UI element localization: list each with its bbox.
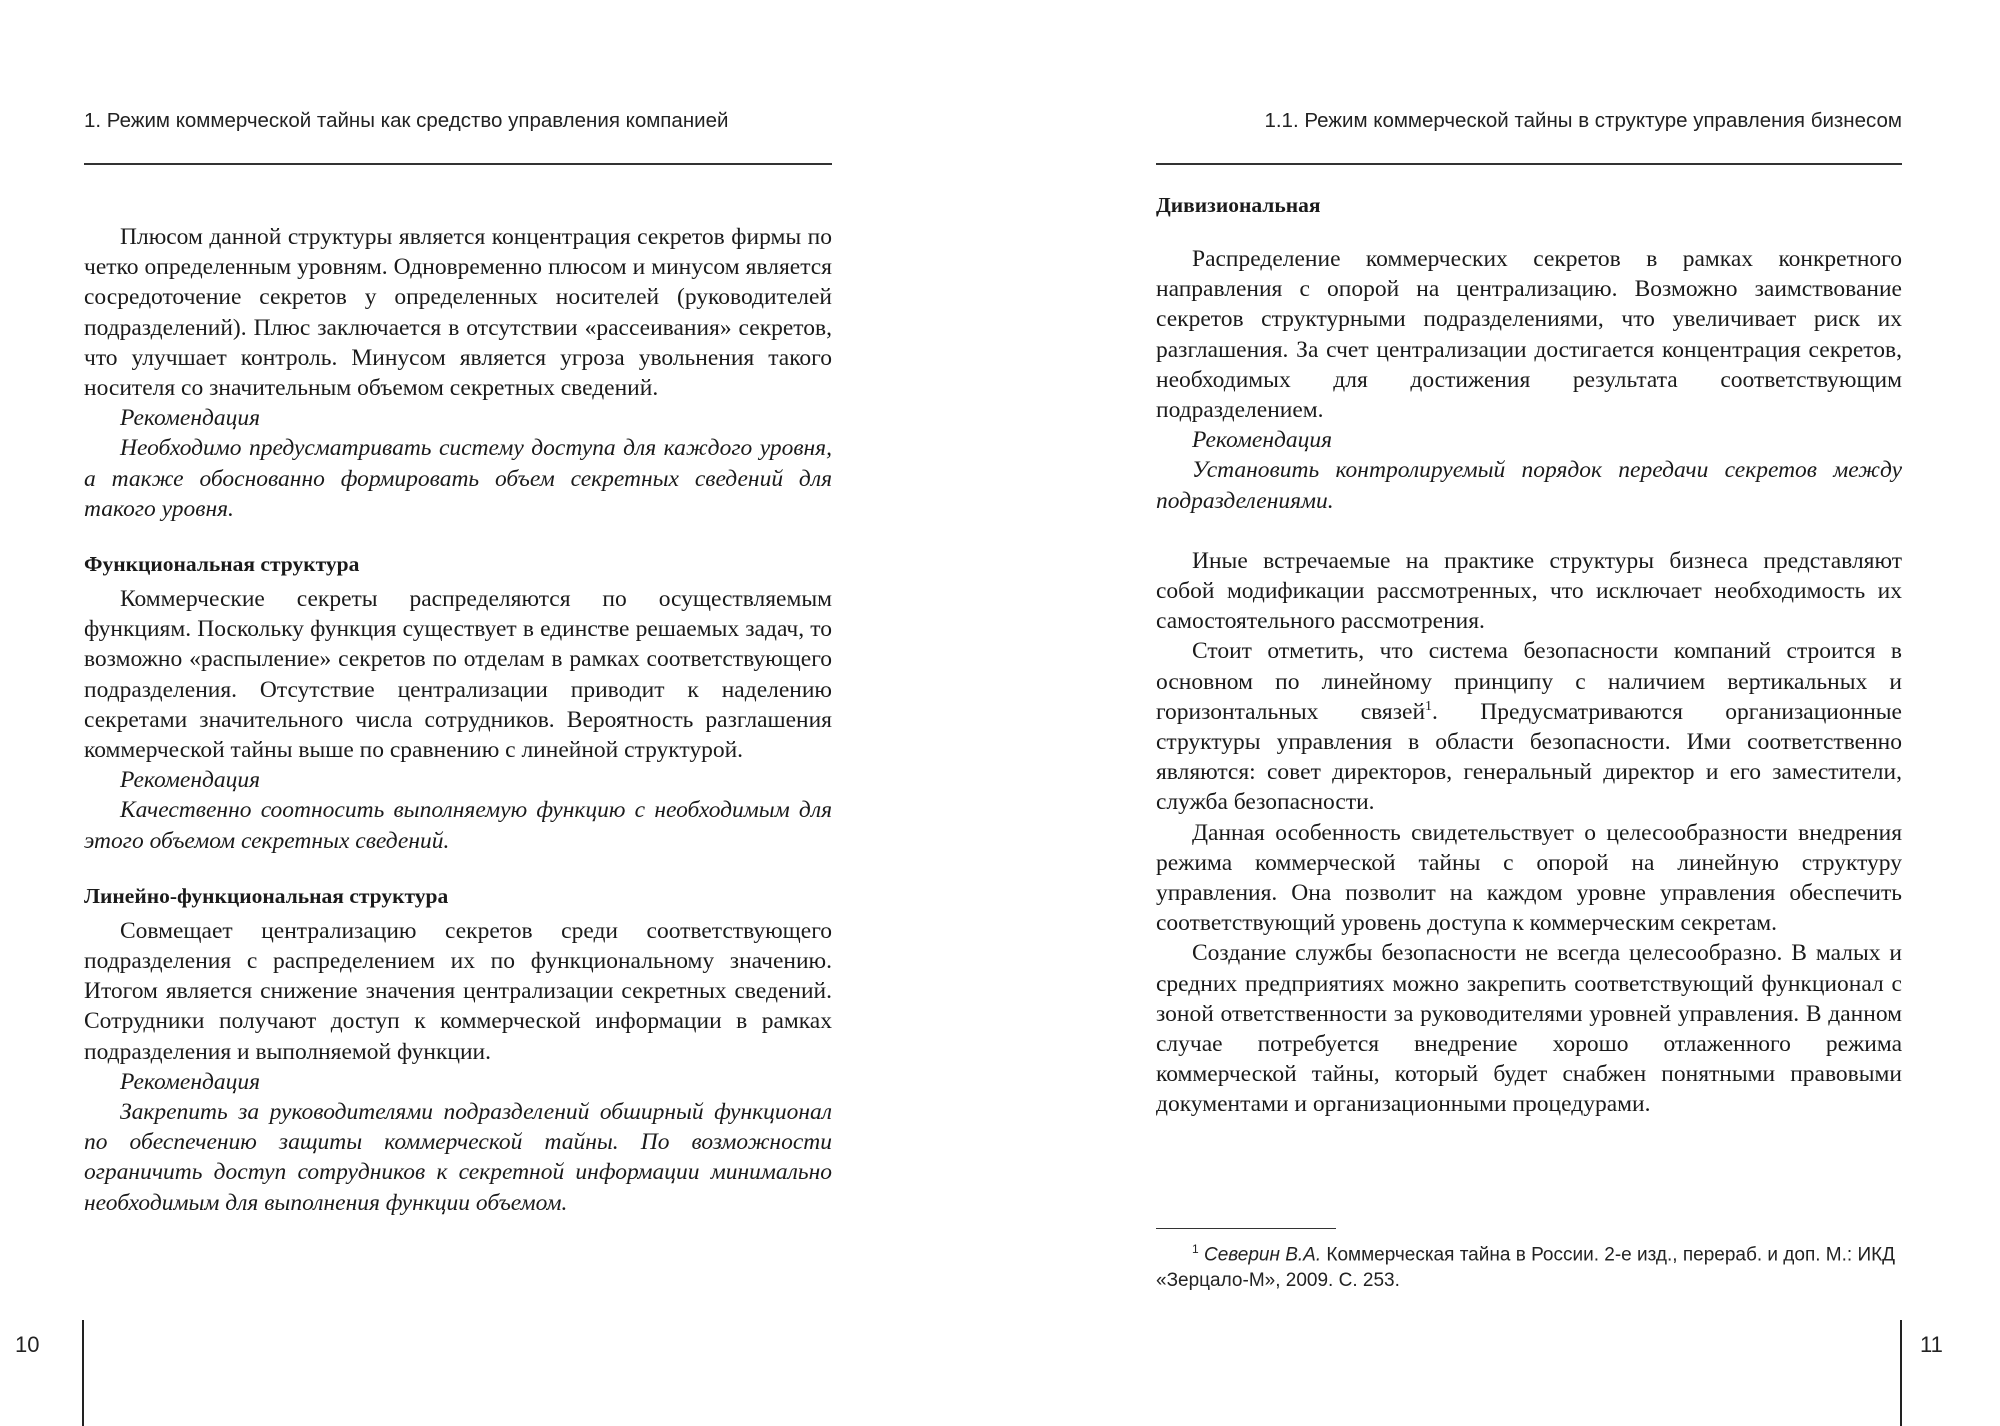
section-heading: Дивизиональная <box>1156 193 1321 217</box>
recommendation-label: Рекомендация <box>1192 427 1333 454</box>
recommendation-text: Необходимо предусматривать систему доступа для каждого уровня, а также обоснованно формировать объем секретных сведений для такого уровня. <box>84 435 832 522</box>
running-head: 1.1. Режим коммерческой тайны в структуре управления бизнесом <box>1264 109 1902 132</box>
recommendation-label: Рекомендация <box>120 767 261 794</box>
footnote-reference: 1 <box>1425 699 1433 715</box>
right-page <box>1000 0 2000 1426</box>
margin-rule <box>82 1320 84 1426</box>
spacer <box>1156 516 1902 546</box>
paragraph: Создание службы безопасности не всегда целесообразно. В малых и средних предприятиях можно закрепить соответствующий функционал с зоной ответственности за руководителями уровней управления. В данном случае потребуется внедрение хорошо отлаженного режима коммерческой тайны, который будет снабжен понятными правовыми документами и организационными процедурами. <box>1156 940 1902 1118</box>
section-heading: Функциональная структура <box>84 552 360 577</box>
page-number: 10 <box>15 1332 40 1357</box>
paragraph: Иные встречаемые на практике структуры бизнеса представляют собой модификации рассмотренных, что исключает необходимость их самостоятельного рассмотрения. <box>1156 547 1902 635</box>
footnote-rule <box>1156 1228 1336 1229</box>
paragraph <box>1156 636 1902 817</box>
page-body <box>84 222 832 1218</box>
footnote-text: Коммерческая тайна в России. 2-е изд., перераб. и доп. М.: ИКД «Зерцало-М», 2009. С. 253. <box>1156 1244 1896 1292</box>
margin-rule <box>1900 1320 1902 1426</box>
header-rule <box>1156 163 1902 165</box>
header-rule <box>84 163 832 165</box>
paragraph: Распределение коммерческих секретов в рамках конкретного направления с опорой на централизацию. Возможно заимствование секретов структурными подразделениями, что увеличивает риск их разглашения. За счет централизации достигается концентрация секретов, необходимых для достижения результата соответствующим подразделением. <box>1156 246 1902 424</box>
recommendation-label: Рекомендация <box>120 1068 261 1095</box>
paragraph: Совмещает централизацию секретов среди соответствующего подразделения с распределением их по функциональному значению. Итогом является снижение значения централизации секретных сведений. Сотрудники получают доступ к коммерческой информации в рамках подразделения и выполняемой функции. <box>84 917 832 1065</box>
section-heading: Линейно-функциональная структура <box>84 883 449 908</box>
footnote-marker: 1 <box>1192 1242 1199 1256</box>
recommendation-text: Установить контролируемый порядок передачи секретов между подразделениями. <box>1156 457 1902 514</box>
running-head: 1. Режим коммерческой тайны как средство управления компанией <box>84 109 729 132</box>
page-number: 11 <box>1920 1332 1943 1357</box>
paragraph-text: . Предусматриваются организационные структуры управления в области безопасности. Ими соответственно являются: совет директоров, генеральный директор и его заместители, служба безопасности. <box>1156 698 1902 816</box>
paragraph: Коммерческие секреты распределяются по осуществляемым функциям. Поскольку функция существует в единстве решаемых задач, то возможно «распыление» секретов по отделам в рамках соответствующего подразделения. Отсутствие централизации приводит к наделению секретами значительного числа сотрудников. Вероятность разглашения коммерческой тайны выше по сравнению с линейной структурой. <box>84 586 832 764</box>
recommendation-text: Закрепить за руководителями подразделений обширный функционал по обеспечению защиты коммерческой тайны. По возможности ограничить доступ сотрудников к секретной информации минимально необходимым для выполнения функции объемом. <box>84 1099 832 1216</box>
recommendation-label: Рекомендация <box>120 405 261 432</box>
paragraph: Плюсом данной структуры является концентрация секретов фирмы по четко определенным уровням. Одновременно плюсом и минусом является сосредоточение секретов у определенных носителей (руководителей подразделений). Плюс заключается в отсутствии «рассеивания» секретов, что улучшает контроль. Минусом является угроза увольнения такого носителя со значительным объемом секретных сведений. <box>84 224 832 402</box>
paragraph-text: Стоит отметить, что система безопасности компаний строится в основном по линейному принципу с наличием вертикальных и горизонтальных связей <box>1156 638 1902 725</box>
recommendation-text: Качественно соотносить выполняемую функцию с необходимым для этого объемом секретных сведений. <box>84 797 832 854</box>
page-body <box>1156 190 1902 1120</box>
paragraph: Данная особенность свидетельствует о целесообразности внедрения режима коммерческой тайны с опорой на линейную структуру управления. Она позволит на каждом уровне управления обеспечить соответствующий уровень доступа к коммерческим секретам. <box>1156 819 1902 937</box>
footnote-author: Северин В.А. <box>1203 1244 1322 1266</box>
footnote <box>1156 1236 1902 1294</box>
